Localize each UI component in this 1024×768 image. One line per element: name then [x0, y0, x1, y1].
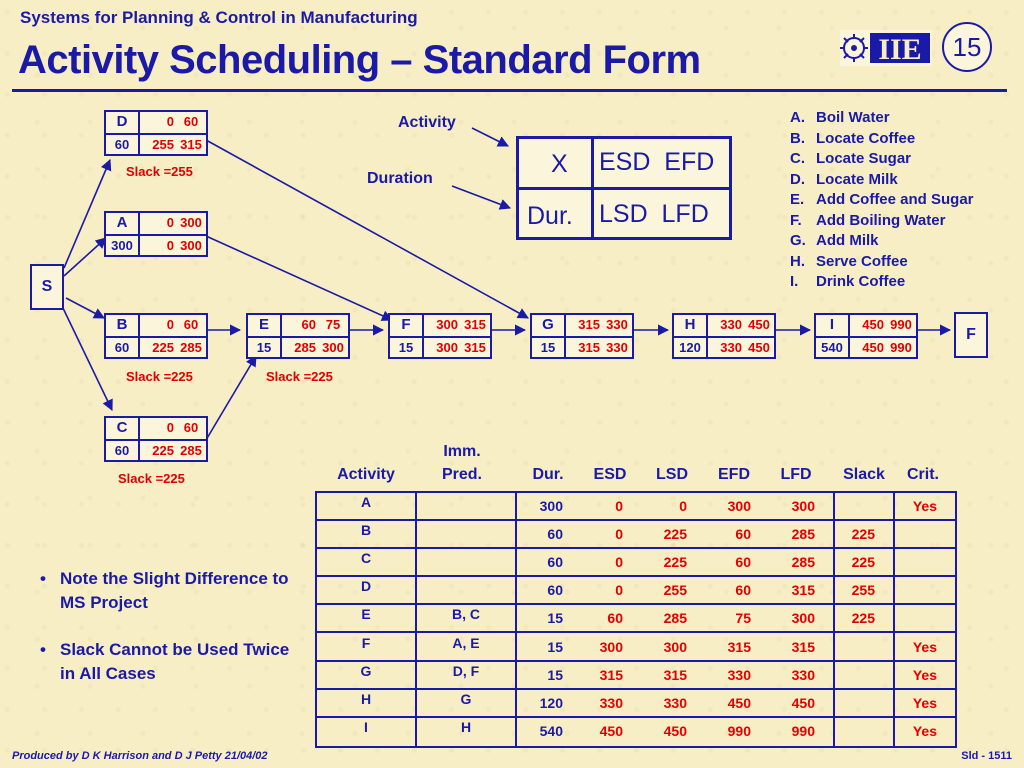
cell-pred: H — [460, 718, 472, 735]
arrow-duration-label — [452, 186, 510, 208]
schedule-table — [315, 491, 957, 748]
node-efd: 990 — [890, 317, 912, 332]
node-esd: 0 — [166, 215, 174, 230]
arrow-s-b — [66, 298, 104, 318]
node-d — [104, 110, 208, 156]
node-efd: 60 — [183, 317, 199, 332]
slack-label-c: Slack =225 — [118, 471, 185, 486]
node-f — [388, 313, 492, 359]
list-item: B. Locate Coffee — [790, 129, 916, 147]
footer-slide-id: Sld - 1511 — [961, 750, 1012, 762]
node-lfd: 285 — [180, 443, 202, 458]
node-esd: 60 — [301, 317, 316, 332]
node-lfd: 330 — [606, 340, 628, 355]
cell-lfd: 450 — [791, 694, 815, 711]
legend-lsd-lfd: LSD LFD — [599, 200, 709, 228]
node-duration: 60 — [114, 137, 130, 152]
node-lfd: 990 — [890, 340, 912, 355]
finish-node: F — [954, 312, 988, 358]
cell-dur: 120 — [539, 694, 563, 711]
node-activity: B — [116, 316, 128, 333]
node-lsd: 285 — [294, 340, 316, 355]
col-header-pred: Pred. — [441, 466, 482, 483]
cell-lfd: 300 — [791, 498, 815, 514]
cell-crit: Yes — [912, 722, 937, 739]
node-efd: 450 — [748, 317, 770, 332]
cell-act: C — [360, 550, 372, 567]
cell-dur: 60 — [547, 526, 563, 543]
cell-efd: 330 — [727, 666, 751, 683]
cell-esd: 0 — [615, 498, 623, 514]
cell-act: H — [360, 690, 372, 707]
cell-dur: 15 — [547, 666, 563, 683]
cell-esd: 0 — [615, 526, 623, 543]
cell-efd: 315 — [727, 638, 751, 655]
cell-act: E — [361, 606, 371, 623]
node-duration: 120 — [679, 340, 701, 355]
list-item: D. Locate Milk — [790, 170, 898, 188]
node-a — [104, 211, 208, 257]
node-lsd: 0 — [166, 238, 174, 253]
node-activity: E — [258, 316, 269, 333]
node-h — [672, 313, 776, 359]
node-g — [530, 313, 634, 359]
slack-label-b: Slack =225 — [126, 369, 193, 384]
cell-lfd: 315 — [791, 582, 815, 599]
cell-lsd: 225 — [663, 554, 687, 571]
node-efd: 60 — [183, 114, 199, 129]
node-c — [104, 416, 208, 462]
node-efd: 300 — [180, 215, 202, 230]
node-esd: 0 — [166, 114, 174, 129]
node-b — [104, 313, 208, 359]
slack-label-d: Slack =255 — [126, 164, 193, 179]
cell-lfd: 300 — [791, 610, 815, 627]
node-activity: C — [116, 419, 128, 436]
node-lsd: 315 — [578, 340, 600, 355]
cell-lsd: 450 — [663, 722, 687, 739]
node-e — [246, 313, 350, 359]
cell-act: G — [360, 662, 372, 679]
cell-lsd: 300 — [663, 638, 687, 655]
node-duration: 300 — [111, 238, 133, 253]
logo-text: IIE — [878, 33, 922, 66]
node-activity: I — [829, 316, 835, 333]
cell-lsd: 225 — [663, 526, 687, 543]
legend-duration-label: Duration — [367, 170, 433, 187]
cell-efd: 300 — [727, 498, 751, 514]
cell-lsd: 285 — [663, 610, 687, 627]
cell-slack: 225 — [851, 610, 875, 627]
list-item: A. Boil Water — [790, 109, 890, 126]
header-subtitle: Systems for Planning & Control in Manufacturing — [20, 8, 418, 27]
cell-efd: 60 — [735, 526, 751, 543]
note-item: • Slack Cannot be Used Twice in All Cases — [38, 638, 308, 686]
cell-esd: 450 — [599, 722, 623, 739]
node-duration: 15 — [540, 340, 556, 355]
arrow-activity-label — [472, 128, 508, 146]
cell-slack: 225 — [851, 526, 875, 543]
cell-crit: Yes — [912, 666, 937, 683]
cell-act: F — [361, 634, 371, 651]
list-item: C. Locate Sugar — [790, 150, 912, 167]
cell-efd: 75 — [735, 610, 751, 627]
cell-pred: G — [460, 690, 472, 707]
cell-efd: 990 — [727, 722, 751, 739]
table-row — [317, 718, 955, 744]
node-activity: G — [542, 316, 554, 333]
cell-dur: 60 — [547, 582, 563, 599]
cell-dur: 300 — [539, 498, 563, 514]
node-esd: 0 — [166, 317, 174, 332]
col-header-activity: Activity — [337, 466, 395, 483]
cell-lsd: 0 — [679, 498, 687, 514]
node-esd: 300 — [436, 317, 458, 332]
arrow-d-g — [206, 140, 528, 318]
cell-slack: 225 — [851, 554, 875, 571]
node-duration: 60 — [114, 340, 130, 355]
col-header-lsd: LSD — [656, 466, 688, 483]
cell-dur: 15 — [547, 638, 563, 655]
node-lfd: 450 — [748, 340, 770, 355]
legend-esd-efd: ESD EFD — [599, 148, 715, 176]
cell-esd: 300 — [599, 638, 623, 655]
col-header-crit: Crit. — [907, 466, 939, 483]
node-activity: H — [684, 316, 696, 333]
node-lsd: 450 — [862, 340, 884, 355]
node-efd: 60 — [183, 420, 199, 435]
node-efd: 330 — [606, 317, 628, 332]
arrow-a-f — [206, 236, 392, 320]
arrow-c-e — [206, 356, 256, 440]
start-node: S — [30, 264, 64, 310]
node-i — [814, 313, 918, 359]
cell-act: A — [360, 494, 372, 510]
cell-lsd: 330 — [663, 694, 687, 711]
legend-dur: Dur. — [527, 202, 573, 230]
node-lsd: 225 — [152, 443, 174, 458]
node-duration: 15 — [256, 340, 272, 355]
legend-key-box — [516, 136, 732, 240]
list-item: F. Add Boiling Water — [790, 211, 946, 229]
list-item: G. Add Milk — [790, 232, 879, 249]
cell-crit: Yes — [912, 638, 937, 655]
legend-x: X — [551, 150, 568, 178]
list-item: I. Drink Coffee — [790, 273, 906, 290]
node-lsd: 300 — [436, 340, 458, 355]
node-lfd: 315 — [180, 137, 202, 152]
slack-label-e: Slack =225 — [266, 369, 333, 384]
node-activity: D — [116, 113, 128, 130]
note-item: • Note the Slight Difference to MS Project — [38, 567, 308, 615]
node-efd: 315 — [464, 317, 486, 332]
node-esd: 315 — [578, 317, 600, 332]
node-lsd: 255 — [152, 137, 174, 152]
node-esd: 450 — [862, 317, 884, 332]
cell-dur: 60 — [547, 554, 563, 571]
node-esd: 330 — [720, 317, 742, 332]
list-item: H. Serve Coffee — [790, 252, 908, 270]
node-lfd: 315 — [464, 340, 486, 355]
node-activity: A — [116, 214, 128, 231]
col-header-lfd: LFD — [780, 466, 812, 483]
cell-lfd: 330 — [791, 666, 815, 683]
arrow-s-a — [64, 238, 106, 276]
node-lfd: 300 — [322, 340, 344, 355]
cell-lsd: 255 — [663, 582, 687, 599]
cell-efd: 450 — [727, 694, 751, 711]
cell-lsd: 315 — [663, 666, 687, 683]
cell-esd: 330 — [599, 694, 623, 711]
cell-slack: 255 — [851, 582, 875, 599]
cell-efd: 60 — [735, 554, 751, 571]
cell-act: I — [364, 718, 368, 735]
col-header-imm: Imm. — [443, 443, 481, 460]
col-header-slack: Slack — [843, 466, 885, 483]
node-duration: 540 — [821, 340, 843, 355]
cell-esd: 0 — [615, 582, 623, 599]
node-efd: 75 — [325, 317, 341, 332]
cell-pred: B, C — [452, 606, 480, 623]
cell-act: B — [360, 522, 372, 539]
cell-esd: 315 — [599, 666, 623, 683]
cell-lfd: 990 — [791, 722, 815, 739]
node-activity: F — [401, 316, 411, 333]
col-header-efd: EFD — [718, 466, 750, 483]
node-lsd: 330 — [720, 340, 742, 355]
col-header-dur: Dur. — [532, 466, 564, 483]
node-lsd: 225 — [152, 340, 174, 355]
node-lfd: 285 — [180, 340, 202, 355]
cell-dur: 15 — [547, 610, 563, 627]
col-header-esd: ESD — [593, 466, 627, 483]
cell-dur: 540 — [539, 722, 563, 739]
legend-activity-label: Activity — [398, 114, 456, 131]
notes-list — [38, 567, 308, 709]
footer-credit: Produced by D K Harrison and D J Petty 21/04/02 — [12, 750, 268, 762]
cell-lfd: 285 — [791, 526, 815, 543]
cell-crit: Yes — [912, 498, 937, 514]
cell-esd: 0 — [615, 554, 623, 571]
node-lfd: 300 — [180, 238, 202, 253]
list-item: E. Add Coffee and Sugar — [790, 191, 974, 208]
cell-act: D — [360, 578, 372, 595]
cell-lfd: 315 — [791, 638, 815, 655]
cell-esd: 60 — [607, 610, 623, 627]
node-duration: 15 — [398, 340, 414, 355]
page-title: Activity Scheduling – Standard Form — [18, 38, 701, 82]
cell-pred: D, F — [452, 662, 480, 679]
cell-crit: Yes — [912, 694, 937, 711]
node-duration: 60 — [114, 443, 130, 458]
node-esd: 0 — [166, 420, 174, 435]
activity-list — [790, 108, 974, 293]
slide-number: 15 — [942, 22, 992, 72]
cell-efd: 60 — [735, 582, 751, 599]
cell-lfd: 285 — [791, 554, 815, 571]
cell-pred: A, E — [452, 634, 480, 651]
